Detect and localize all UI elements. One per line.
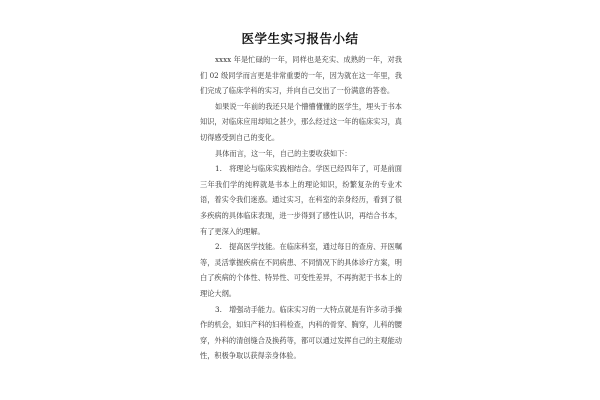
paragraph-summary-lead: 具体而言，这一年，自己的主要收获如下：	[215, 148, 352, 158]
paragraph-item-2: 2. 提高医学技能。在临床科室，通过每日的查房、开医嘱等，灵活掌握疾病在不同病患、不同情况下的具体诊疗方案，明白了疾病的个体性、特异性、可变性差异，不再拘泥于书本上的理论大纲。	[200, 242, 402, 298]
paragraph-intro: xxxx 年是忙碌的一年，同样也是充实、成熟的一年，对我们 02 级同学而言更是非常重要的一年，因为就在这一年里，我们完成了临床学科的实习，并向自己交出了一份满意的答卷。	[200, 55, 402, 96]
paragraph-reflection: 如果说一年前的我还只是个懵懵懂懂的医学生，埋头于书本知识，对临床应用却知之甚少，那么经过这一年的临床实习，真切得感受到自己的变化。	[200, 101, 402, 142]
paragraph-item-3: 3. 增强动手能力。临床实习的一大特点就是有许多动手操作的机会，如妇产科的妇科检查，内科的骨穿、胸穿，儿科的腰穿，外科的清创缝合及换药等，都可以通过发挥自己的主观能动性，积极争取以获得亲身体验。	[200, 304, 402, 361]
document-title: 医学生实习报告小结	[241, 31, 359, 46]
document-body	[200, 52, 402, 364]
paragraph-item-1: 1. 将理论与临床实践相结合。学医已经四年了，可是前面三年我们学的纯粹就是书本上的理论知识，纷繁复杂的专业术语，着实令我们迷惑。通过实习，在科室的亲身经历，看到了很多疾病的具体临床表现，进一步得到了感性认识，再结合书本，有了更深入的理解。	[200, 164, 402, 236]
